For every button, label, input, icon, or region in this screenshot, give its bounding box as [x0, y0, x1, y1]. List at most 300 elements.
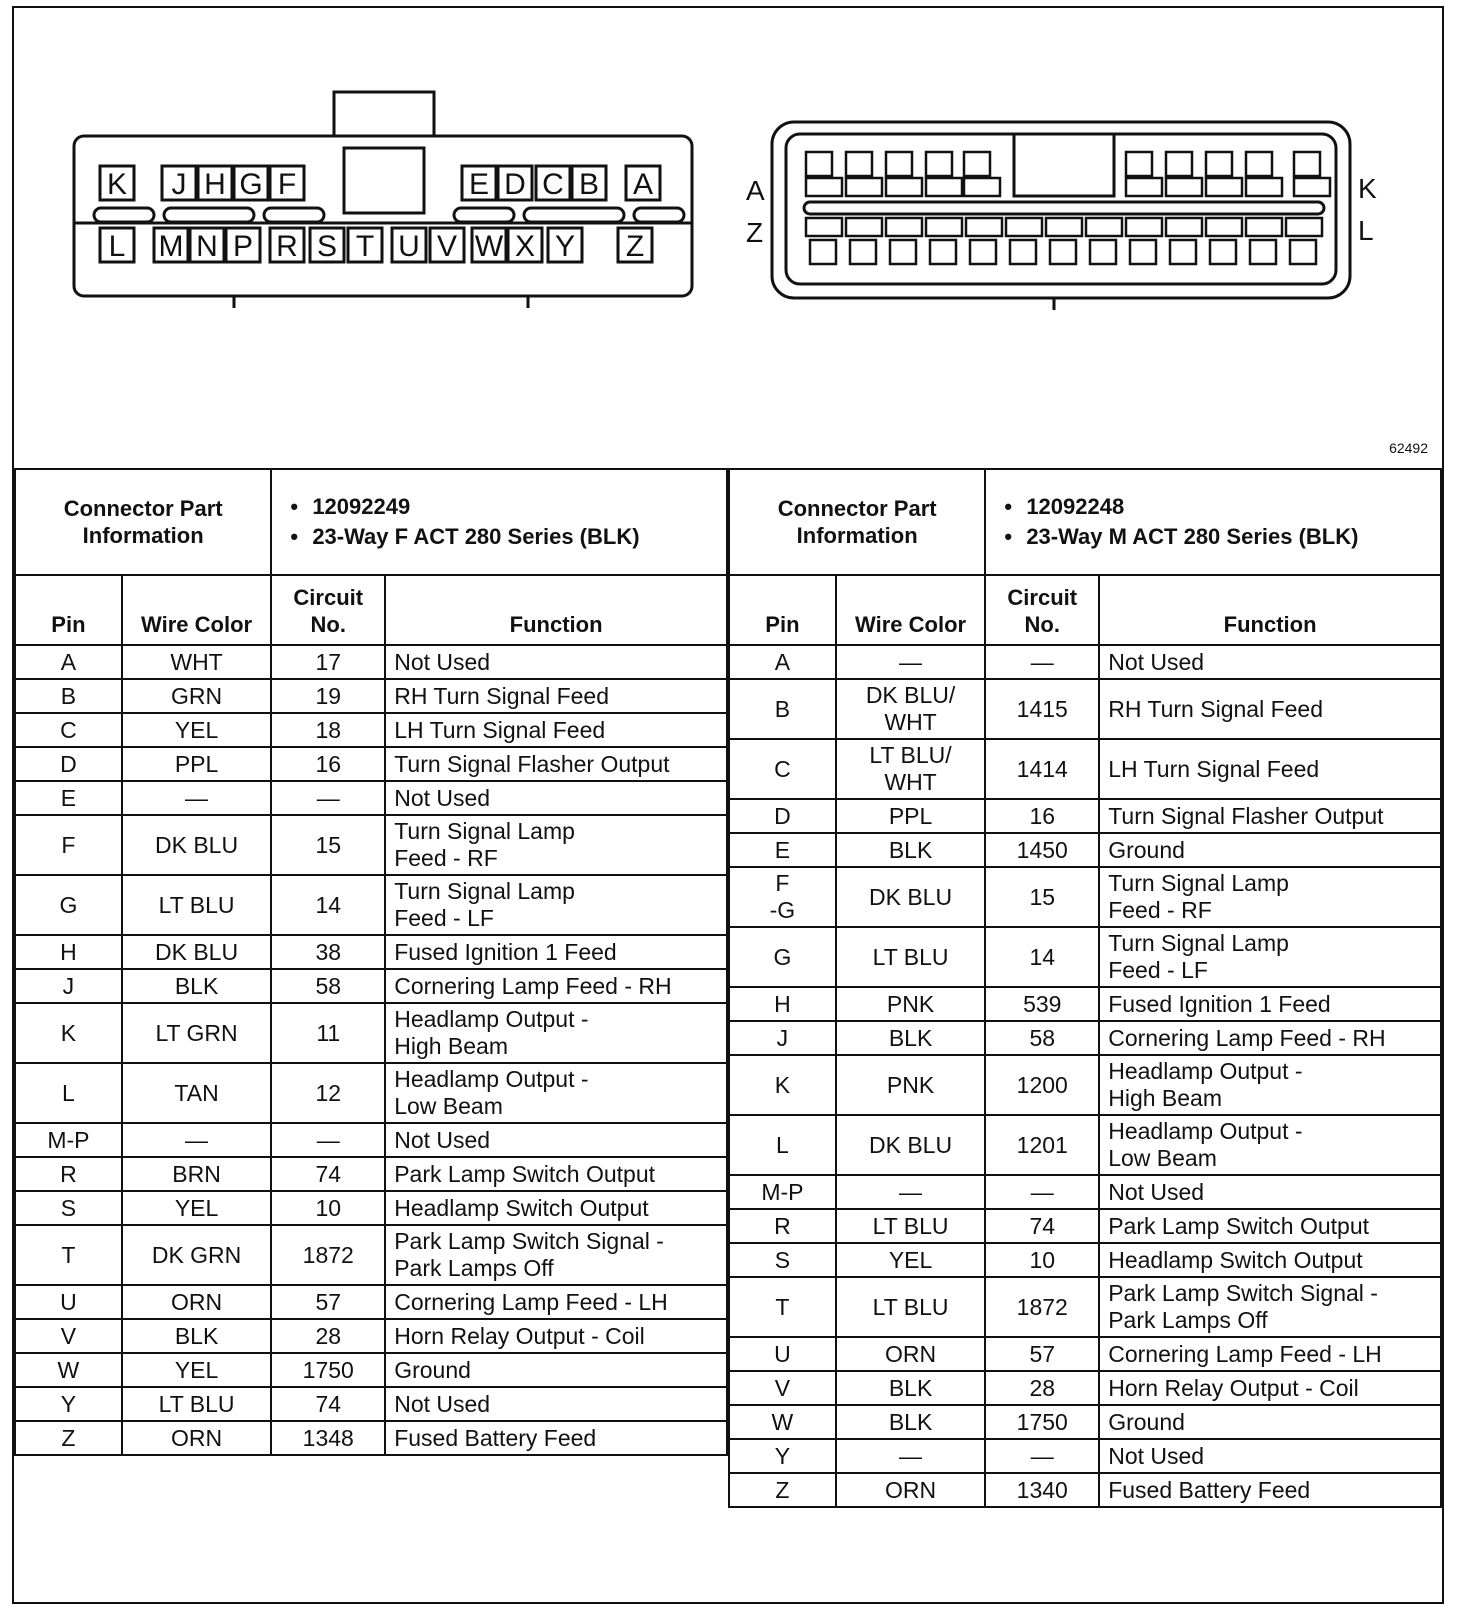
wire-color-cell: ORN: [122, 1421, 272, 1455]
circuit-cell: 38: [271, 935, 385, 969]
circuit-cell: —: [985, 1175, 1099, 1209]
wire-color-cell: LT BLU/ WHT: [836, 739, 986, 799]
function-cell: Cornering Lamp Feed - RH: [1099, 1021, 1441, 1055]
pin-cell: C: [15, 713, 122, 747]
pin-cell: T: [15, 1225, 122, 1285]
cavity: [926, 178, 962, 196]
pin-label: P: [232, 230, 254, 263]
wire-color-cell: ORN: [836, 1337, 986, 1371]
pin-label: J: [171, 168, 187, 201]
function-cell: Headlamp Output - Low Beam: [385, 1063, 727, 1123]
circuit-header: Circuit No.: [271, 575, 385, 645]
table-row: [15, 1285, 727, 1319]
wire-color-cell: YEL: [122, 713, 272, 747]
pin-cell: W: [729, 1405, 836, 1439]
cavity: [1166, 218, 1202, 236]
cavity: [1050, 240, 1076, 264]
function-cell: Headlamp Output - Low Beam: [1099, 1115, 1441, 1175]
cavity: [850, 240, 876, 264]
table-row: [729, 987, 1441, 1021]
pin-cell: K: [729, 1055, 836, 1115]
pin-cell: Z: [15, 1421, 122, 1455]
circuit-cell: 15: [985, 867, 1099, 927]
cavity: [806, 152, 832, 176]
table-row: [15, 969, 727, 1003]
circuit-cell: 28: [271, 1319, 385, 1353]
circuit-cell: 10: [271, 1191, 385, 1225]
function-cell: Fused Ignition 1 Feed: [385, 935, 727, 969]
part-number: • 12092248: [1002, 492, 1432, 522]
cavity: [1294, 178, 1330, 196]
cavity: [1170, 240, 1196, 264]
cavity: [1250, 240, 1276, 264]
circuit-cell: 10: [985, 1243, 1099, 1277]
table-row: [729, 799, 1441, 833]
pin-cell: Z: [729, 1473, 836, 1507]
table-row: [15, 747, 727, 781]
connector-desc: • 23-Way F ACT 280 Series (BLK): [288, 522, 718, 552]
table-row: [15, 1387, 727, 1421]
wire-color-header: Wire Color: [122, 575, 272, 645]
pin-label: K: [106, 168, 128, 201]
function-cell: Fused Battery Feed: [385, 1421, 727, 1455]
function-cell: Horn Relay Output - Coil: [1099, 1371, 1441, 1405]
table-row: [729, 927, 1441, 987]
circuit-cell: 18: [271, 713, 385, 747]
wire-color-cell: BLK: [836, 1021, 986, 1055]
cavity: [846, 152, 872, 176]
cavity: [1210, 240, 1236, 264]
pin-header: Pin: [15, 575, 122, 645]
circuit-cell: 1750: [985, 1405, 1099, 1439]
function-cell: Headlamp Output - High Beam: [385, 1003, 727, 1063]
pin-cell: R: [729, 1209, 836, 1243]
wire-color-cell: ORN: [836, 1473, 986, 1507]
wire-color-cell: YEL: [122, 1353, 272, 1387]
table-row: [729, 1371, 1441, 1405]
wire-color-cell: BRN: [122, 1157, 272, 1191]
function-cell: Not Used: [385, 1123, 727, 1157]
pin-cell: H: [15, 935, 122, 969]
connector-drawing: [14, 8, 1442, 468]
pin-label: G: [239, 168, 263, 201]
table-row: [729, 1473, 1441, 1507]
table-row: [15, 875, 727, 935]
pin-label: F: [277, 168, 297, 201]
function-cell: LH Turn Signal Feed: [1099, 739, 1441, 799]
function-cell: RH Turn Signal Feed: [1099, 679, 1441, 739]
table-row: [15, 1421, 727, 1455]
wire-color-cell: PPL: [836, 799, 986, 833]
circuit-cell: 58: [985, 1021, 1099, 1055]
function-cell: RH Turn Signal Feed: [385, 679, 727, 713]
function-cell: Turn Signal Lamp Feed - RF: [385, 815, 727, 875]
circuit-cell: 1872: [985, 1277, 1099, 1337]
right-connector-side-label: Z: [746, 217, 764, 248]
table-row: [729, 645, 1441, 679]
connector-figure: [14, 8, 1442, 468]
right-connector-side-label: A: [746, 175, 765, 206]
circuit-cell: 1750: [271, 1353, 385, 1387]
info-label: Connector Part Information: [15, 469, 271, 575]
info-values: [271, 469, 727, 575]
pin-cell: D: [729, 799, 836, 833]
circuit-cell: 1348: [271, 1421, 385, 1455]
pin-cell: L: [729, 1115, 836, 1175]
part-number: • 12092249: [288, 492, 718, 522]
cavity: [1090, 240, 1116, 264]
pin-label: X: [514, 230, 536, 263]
circuit-cell: 17: [271, 645, 385, 679]
cavity: [926, 152, 952, 176]
cavity: [964, 178, 1000, 196]
circuit-cell: 74: [985, 1209, 1099, 1243]
cavity: [806, 218, 842, 236]
pin-cell: K: [15, 1003, 122, 1063]
circuit-cell: 539: [985, 987, 1099, 1021]
function-cell: Headlamp Output - High Beam: [1099, 1055, 1441, 1115]
table-row: [729, 1439, 1441, 1473]
function-cell: Turn Signal Flasher Output: [1099, 799, 1441, 833]
pin-label: C: [542, 168, 564, 201]
cavity: [846, 218, 882, 236]
circuit-cell: —: [271, 781, 385, 815]
function-cell: Ground: [1099, 833, 1441, 867]
circuit-cell: 12: [271, 1063, 385, 1123]
function-cell: Turn Signal Lamp Feed - LF: [1099, 927, 1441, 987]
pin-label: T: [355, 230, 375, 263]
pin-label: V: [436, 230, 458, 263]
pin-cell: Y: [15, 1387, 122, 1421]
table-row: [729, 1209, 1441, 1243]
left-connector-top-pins: [100, 166, 660, 201]
cavity: [890, 240, 916, 264]
circuit-cell: 1340: [985, 1473, 1099, 1507]
wire-color-cell: —: [836, 1439, 986, 1473]
pin-cell: U: [729, 1337, 836, 1371]
wire-color-cell: ORN: [122, 1285, 272, 1319]
wire-color-cell: LT BLU: [836, 927, 986, 987]
female-pin-rows: [15, 645, 727, 1455]
function-cell: LH Turn Signal Feed: [385, 713, 727, 747]
pin-cell: B: [729, 679, 836, 739]
circuit-cell: 1450: [985, 833, 1099, 867]
wire-color-cell: BLK: [122, 1319, 272, 1353]
pin-label: L: [108, 230, 126, 263]
pin-label: A: [632, 168, 654, 201]
table-row: [15, 1123, 727, 1157]
function-cell: Not Used: [385, 1387, 727, 1421]
pin-cell: L: [15, 1063, 122, 1123]
pin-label: R: [276, 230, 298, 263]
circuit-cell: 1414: [985, 739, 1099, 799]
table-row: [15, 935, 727, 969]
pin-cell: B: [15, 679, 122, 713]
function-cell: Not Used: [385, 781, 727, 815]
table-row: [729, 679, 1441, 739]
table-row: [15, 781, 727, 815]
pin-label: S: [316, 230, 338, 263]
wire-color-cell: YEL: [122, 1191, 272, 1225]
cavity: [1206, 218, 1242, 236]
circuit-cell: 28: [985, 1371, 1099, 1405]
wire-color-cell: PNK: [836, 1055, 986, 1115]
function-cell: Not Used: [385, 645, 727, 679]
pin-cell: C: [729, 739, 836, 799]
circuit-cell: 74: [271, 1157, 385, 1191]
cavity: [1086, 218, 1122, 236]
wire-color-cell: —: [836, 645, 986, 679]
figure-id: 62492: [1389, 440, 1428, 456]
pin-cell: M-P: [729, 1175, 836, 1209]
male-pin-rows: [729, 645, 1441, 1507]
circuit-cell: 19: [271, 679, 385, 713]
wire-color-cell: —: [836, 1175, 986, 1209]
wire-color-cell: LT GRN: [122, 1003, 272, 1063]
cavity: [1246, 218, 1282, 236]
wire-color-cell: DK BLU: [122, 935, 272, 969]
circuit-cell: 1415: [985, 679, 1099, 739]
pin-cell: U: [15, 1285, 122, 1319]
wire-color-cell: DK BLU: [836, 867, 986, 927]
function-cell: Turn Signal Lamp Feed - RF: [1099, 867, 1441, 927]
pin-label: E: [468, 168, 490, 201]
table-row: [15, 1157, 727, 1191]
pin-cell: V: [15, 1319, 122, 1353]
function-cell: Turn Signal Flasher Output: [385, 747, 727, 781]
cavity: [926, 218, 962, 236]
pin-label: W: [474, 230, 504, 263]
circuit-cell: 11: [271, 1003, 385, 1063]
circuit-cell: 1201: [985, 1115, 1099, 1175]
cavity: [1166, 178, 1202, 196]
function-cell: Park Lamp Switch Signal - Park Lamps Off: [1099, 1277, 1441, 1337]
wire-color-cell: WHT: [122, 645, 272, 679]
function-cell: Fused Ignition 1 Feed: [1099, 987, 1441, 1021]
circuit-cell: 58: [271, 969, 385, 1003]
circuit-cell: 14: [985, 927, 1099, 987]
pin-cell: H: [729, 987, 836, 1021]
wire-color-cell: DK BLU: [122, 815, 272, 875]
cavity: [1246, 178, 1282, 196]
circuit-cell: 74: [271, 1387, 385, 1421]
circuit-cell: 1200: [985, 1055, 1099, 1115]
cavity: [1286, 218, 1322, 236]
wire-color-cell: LT BLU: [836, 1277, 986, 1337]
table-row: [729, 1243, 1441, 1277]
pin-cell: J: [15, 969, 122, 1003]
pin-cell: A: [729, 645, 836, 679]
pin-label: Z: [625, 230, 645, 263]
pin-cell: R: [15, 1157, 122, 1191]
cavity: [806, 178, 842, 196]
function-cell: Not Used: [1099, 1175, 1441, 1209]
function-cell: Not Used: [1099, 645, 1441, 679]
pin-label: D: [504, 168, 526, 201]
function-cell: Park Lamp Switch Signal - Park Lamps Off: [385, 1225, 727, 1285]
cavity: [1290, 240, 1316, 264]
cavity: [1206, 152, 1232, 176]
pin-label: N: [196, 230, 218, 263]
wire-color-cell: DK BLU: [836, 1115, 986, 1175]
wire-color-cell: DK GRN: [122, 1225, 272, 1285]
info-label: Connector Part Information: [729, 469, 985, 575]
right-connector-icon: [772, 122, 1350, 310]
wire-color-header: Wire Color: [836, 575, 986, 645]
function-cell: Headlamp Switch Output: [1099, 1243, 1441, 1277]
connector-sheet: [12, 6, 1444, 1604]
table-row: [15, 815, 727, 875]
function-cell: Park Lamp Switch Output: [385, 1157, 727, 1191]
table-row: [729, 867, 1441, 927]
function-cell: Ground: [1099, 1405, 1441, 1439]
pin-header: Pin: [729, 575, 836, 645]
cavity: [1294, 152, 1320, 176]
table-row: [729, 1021, 1441, 1055]
wire-color-cell: —: [122, 781, 272, 815]
pin-cell: E: [15, 781, 122, 815]
pin-cell: D: [15, 747, 122, 781]
table-row: [15, 1319, 727, 1353]
pin-label: M: [158, 230, 184, 263]
wire-color-cell: PNK: [836, 987, 986, 1021]
cavity: [1126, 218, 1162, 236]
function-cell: Horn Relay Output - Coil: [385, 1319, 727, 1353]
cavity: [1130, 240, 1156, 264]
function-cell: Headlamp Switch Output: [385, 1191, 727, 1225]
cavity: [970, 240, 996, 264]
cavity: [886, 218, 922, 236]
wire-color-cell: LT BLU: [122, 1387, 272, 1421]
circuit-cell: 57: [985, 1337, 1099, 1371]
function-cell: Park Lamp Switch Output: [1099, 1209, 1441, 1243]
cavity: [886, 178, 922, 196]
pin-cell: T: [729, 1277, 836, 1337]
right-connector-side-label: L: [1358, 215, 1374, 246]
cavity: [886, 152, 912, 176]
info-values: [985, 469, 1441, 575]
circuit-cell: 15: [271, 815, 385, 875]
pinout-tables: [14, 468, 1442, 1508]
pin-label: H: [204, 168, 226, 201]
table-row: [15, 1063, 727, 1123]
circuit-cell: 16: [985, 799, 1099, 833]
table-row: [729, 1277, 1441, 1337]
function-cell: Fused Battery Feed: [1099, 1473, 1441, 1507]
table-row: [15, 1225, 727, 1285]
table-row: [15, 713, 727, 747]
cavity: [1046, 218, 1082, 236]
circuit-cell: 16: [271, 747, 385, 781]
cavity: [1246, 152, 1272, 176]
function-cell: Turn Signal Lamp Feed - LF: [385, 875, 727, 935]
table-row: [729, 1115, 1441, 1175]
pin-label: U: [398, 230, 420, 263]
wire-color-cell: BLK: [836, 1405, 986, 1439]
circuit-cell: 1872: [271, 1225, 385, 1285]
function-cell: Not Used: [1099, 1439, 1441, 1473]
circuit-cell: 14: [271, 875, 385, 935]
wire-color-cell: GRN: [122, 679, 272, 713]
table-row: [15, 679, 727, 713]
function-header: Function: [385, 575, 727, 645]
table-row: [729, 833, 1441, 867]
male-connector-table: [728, 468, 1442, 1508]
wire-color-cell: PPL: [122, 747, 272, 781]
wire-color-cell: LT BLU: [836, 1209, 986, 1243]
pin-cell: F -G: [729, 867, 836, 927]
wire-color-cell: LT BLU: [122, 875, 272, 935]
cavity: [1010, 240, 1036, 264]
wire-color-cell: BLK: [122, 969, 272, 1003]
pin-cell: V: [729, 1371, 836, 1405]
right-connector-cavities: [806, 152, 1330, 264]
wire-color-cell: BLK: [836, 1371, 986, 1405]
cavity: [964, 152, 990, 176]
wire-color-cell: DK BLU/ WHT: [836, 679, 986, 739]
cavity: [1006, 218, 1042, 236]
table-row: [15, 1353, 727, 1387]
wire-color-cell: TAN: [122, 1063, 272, 1123]
wire-color-cell: YEL: [836, 1243, 986, 1277]
pin-cell: E: [729, 833, 836, 867]
table-row: [15, 1191, 727, 1225]
table-row: [729, 1175, 1441, 1209]
table-row: [729, 1405, 1441, 1439]
pin-cell: M-P: [15, 1123, 122, 1157]
table-row: [729, 739, 1441, 799]
wire-color-cell: BLK: [836, 833, 986, 867]
pin-cell: S: [729, 1243, 836, 1277]
cavity: [810, 240, 836, 264]
wire-color-cell: —: [122, 1123, 272, 1157]
circuit-cell: 57: [271, 1285, 385, 1319]
function-cell: Ground: [385, 1353, 727, 1387]
pin-cell: G: [15, 875, 122, 935]
pin-cell: J: [729, 1021, 836, 1055]
table-row: [15, 645, 727, 679]
right-connector-side-label: K: [1358, 173, 1377, 204]
circuit-cell: —: [985, 1439, 1099, 1473]
pin-cell: A: [15, 645, 122, 679]
circuit-header: Circuit No.: [985, 575, 1099, 645]
cavity: [846, 178, 882, 196]
table-row: [729, 1337, 1441, 1371]
function-cell: Cornering Lamp Feed - LH: [1099, 1337, 1441, 1371]
cavity: [930, 240, 956, 264]
cavity: [1166, 152, 1192, 176]
table-row: [729, 1055, 1441, 1115]
left-connector-bottom-pins: [100, 228, 652, 263]
pin-cell: S: [15, 1191, 122, 1225]
cavity: [966, 218, 1002, 236]
cavity: [1126, 178, 1162, 196]
cavity: [1126, 152, 1152, 176]
table-row: [15, 1003, 727, 1063]
function-cell: Cornering Lamp Feed - LH: [385, 1285, 727, 1319]
pin-cell: F: [15, 815, 122, 875]
pin-cell: G: [729, 927, 836, 987]
function-cell: Cornering Lamp Feed - RH: [385, 969, 727, 1003]
cavity: [1206, 178, 1242, 196]
function-header: Function: [1099, 575, 1441, 645]
female-connector-table: [14, 468, 728, 1508]
pin-label: Y: [554, 230, 576, 263]
pin-label: B: [578, 168, 600, 201]
pin-cell: Y: [729, 1439, 836, 1473]
pin-cell: W: [15, 1353, 122, 1387]
connector-desc: • 23-Way M ACT 280 Series (BLK): [1002, 522, 1432, 552]
